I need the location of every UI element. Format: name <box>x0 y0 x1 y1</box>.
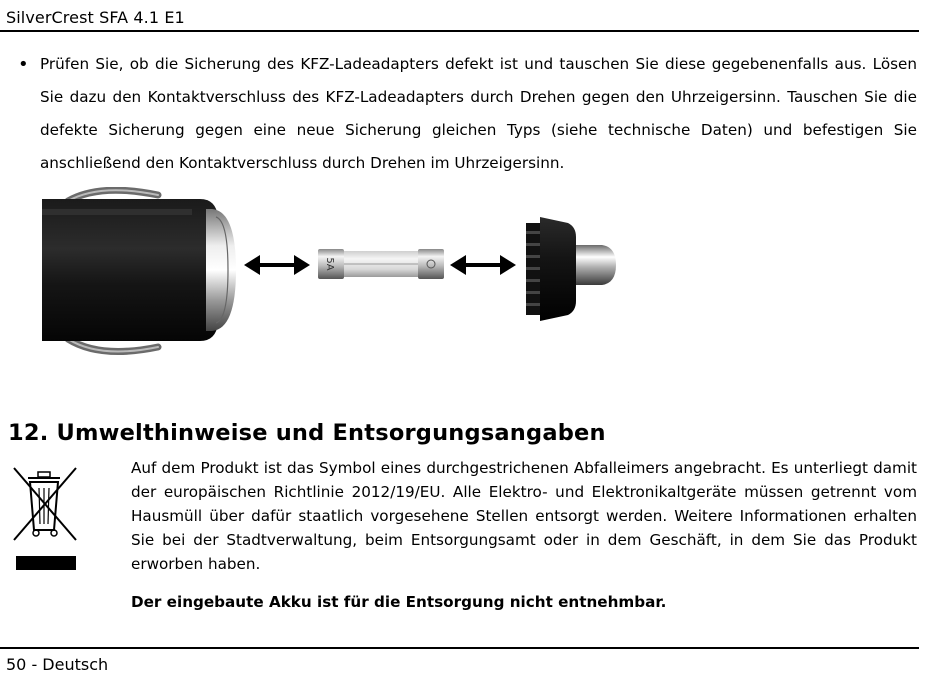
arrow-double-left <box>244 255 310 275</box>
crossed-out-bin-icon <box>10 460 80 572</box>
document-header-title: SilverCrest SFA 4.1 E1 <box>6 8 185 27</box>
section-body-text: Auf dem Produkt ist das Symbol eines durchgestrichenen Abfalleimers angebracht. Es unterliegt damit der europäischen Richtlinie 2012/19/EU. Alle Elektro- und Elektronikaltgeräte müssen getrennt vom Hausmüll über dafür staatlich vorgesehene Stellen entsorgt werden. Weitere Informationen erhalten Sie bei der Stadtverwaltung, beim Entsorgungsamt oder in dem Geschäft, in dem Sie das Produkt erworben haben. <box>131 459 917 573</box>
contact-cap <box>526 217 616 321</box>
battery-note: Der eingebaute Akku ist für die Entsorgung nicht entnehmbar. <box>131 593 667 611</box>
fuse-replacement-illustration <box>40 187 640 362</box>
bullet-paragraph <box>18 48 917 180</box>
glass-fuse <box>318 249 444 279</box>
header-divider <box>0 30 919 32</box>
footer-divider <box>0 647 919 649</box>
arrow-double-right <box>450 255 516 275</box>
footer-page-label: 50 - Deutsch <box>6 655 109 674</box>
section-heading: 12. Umwelthinweise und Entsorgungsangaben <box>8 420 606 446</box>
bullet-text: Prüfen Sie, ob die Sicherung des KFZ-Ladeadapters defekt ist und tauschen Sie diese gegebenenfalls aus. Lösen Sie dazu den Kontaktverschluss des KFZ-Ladeadapters durch Drehen gegen den Uhrzeigersinn. Tauschen Sie die defekte Sicherung gegen eine neue Sicherung gleichen Typs (siehe technische Daten) und befestigen Sie anschließend den Kontaktverschluss durch Drehen im Uhrzeigersinn. <box>40 55 917 172</box>
bullet-dot: • <box>18 54 29 75</box>
fuse-marking: 5A <box>324 257 335 271</box>
